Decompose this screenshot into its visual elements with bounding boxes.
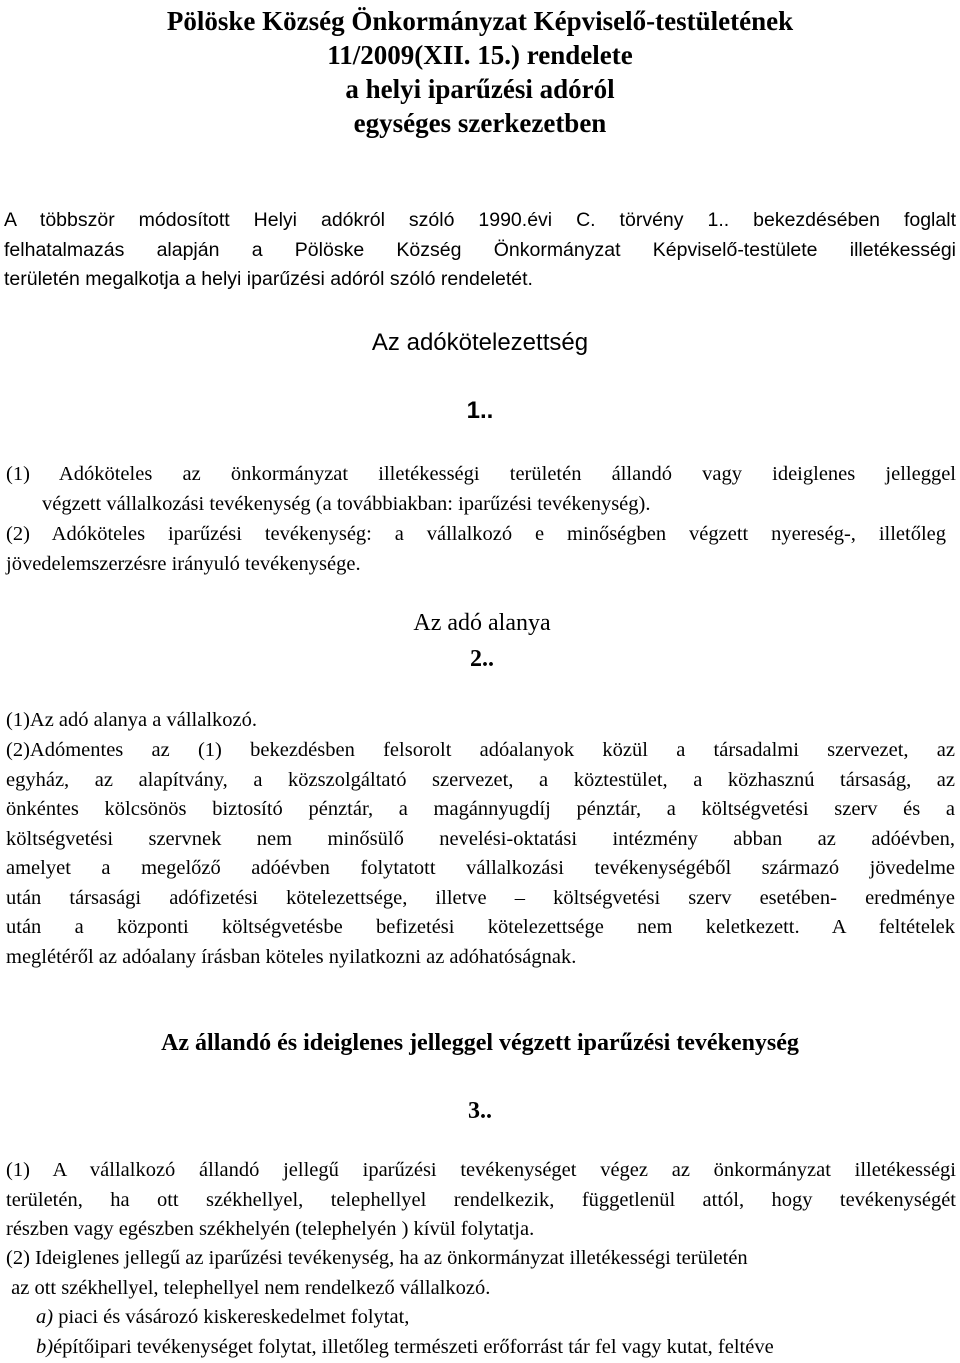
s2-p2-line-1: (2)Adómentes az (1) bekezdésben felsorolt adóalanyok közül a társadalmi szervezet, az <box>6 739 955 761</box>
s2-p2-line-4: költségvetési szervnek nem minősülő nevelési-oktatási intézmény abban az adóévben, <box>6 827 955 850</box>
section-2-number: 2.. <box>470 646 494 672</box>
intro-paragraph <box>4 206 956 295</box>
s2-p2-line-3: önkéntes kölcsönös biztosító pénztár, a magánnyugdíj pénztár, a költségvetési szerv és a <box>6 798 955 820</box>
s3-p1-line-1: (1) A vállalkozó állandó jellegű iparűzési tevékenységet végez az önkormányzat illetékességi <box>6 1159 956 1181</box>
s1-p2-line-2: jövedelemszerzésre irányuló tevékenysége. <box>6 552 361 575</box>
title-line-2: 11/2009(XII. 15.) rendelete <box>327 40 633 70</box>
section-3-list <box>36 1303 951 1362</box>
section-1-paragraph-1 <box>6 460 956 519</box>
s1-p1-line-1: (1) Adóköteles az önkormányzat illetékességi területén állandó vagy ideiglenes jelleggel <box>6 463 956 485</box>
s3-p2-line-1: (2) Ideiglenes jellegű az iparűzési tevékenység, ha az önkormányzat illetékességi területén <box>6 1247 748 1269</box>
section-3-paragraph-1 <box>6 1156 956 1245</box>
s3-p2-line-2: az ott székhellyel, telephellyel nem rendelkező vállalkozó. <box>6 1276 491 1299</box>
section-2-paragraph-2 <box>6 736 955 972</box>
section-3-heading: Az állandó és ideiglenes jelleggel végzett iparűzési tevékenység <box>161 1030 799 1056</box>
s1-p2-line-1: (2) Adóköteles iparűzési tevékenység: a vállalkozó e minőségben végzett nyereség-, illetőleg <box>6 523 946 545</box>
title-line-4: egységes szerkezetben <box>353 108 607 138</box>
s2-p2-line-2: egyház, az alapítvány, a közszolgáltató szervezet, a köztestület, a közhasznú társaság, az <box>6 768 955 791</box>
s2-p1-line: (1)Az adó alanya a vállalkozó. <box>6 709 258 731</box>
section-3-number: 3.. <box>468 1098 492 1124</box>
s2-p2-line-7: után a központi költségvetésbe befizetési kötelezettsége nem keletkezett. A feltételek <box>6 916 955 938</box>
s2-p2-line-5: amelyet a megelőző adóévben folytatott vállalkozási tevékenységéből származó jövedelme <box>6 857 955 879</box>
s3-list-item-b <box>36 1333 951 1363</box>
s3-list-label-a: a) <box>36 1306 54 1328</box>
s2-p2-line-6: után társasági adófizetési kötelezettsége, illetve – költségvetési szerv esetében- eredménye <box>6 886 955 909</box>
section-1-paragraph-2 <box>6 520 946 579</box>
intro-line-3: területén megalkotja a helyi iparűzési adóról szóló rendeletét. <box>4 268 533 290</box>
section-2-paragraph-1 <box>6 706 946 736</box>
s3-p1-line-3: részben vagy egészben székhelyén (telephelyén ) kívül folytatja. <box>6 1218 535 1240</box>
section-1-heading: Az adókötelezettség <box>371 329 589 356</box>
section-1-number: 1.. <box>466 397 494 424</box>
s2-p2-line-8: meglétéről az adóalany írásban köteles nyilatkozni az adóhatóságnak. <box>6 945 577 968</box>
s3-list-text-a: piaci és vásározó kiskereskedelmet folytat, <box>53 1306 410 1328</box>
section-2-heading: Az adó alanya <box>413 610 551 636</box>
s3-list-label-b: b) <box>36 1335 54 1358</box>
title-line-1: Pölöske Község Önkormányzat Képviselő-testületének <box>166 6 794 36</box>
intro-line-2: felhatalmazás alapján a Pölöske Község Önkormányzat Képviselő-testülete illetékességi <box>4 238 956 261</box>
s1-p1-line-2: végzett vállalkozási tevékenység (a továbbiakban: iparűzési tevékenység). <box>42 492 651 515</box>
section-3-paragraph-2 <box>6 1244 956 1303</box>
s3-list-item-a <box>36 1303 951 1333</box>
document-title <box>0 4 960 140</box>
s3-p1-line-2: területén, ha ott székhellyel, telephellyel rendelkezik, függetlenül attól, hogy tevékenységét <box>6 1188 956 1211</box>
s3-list-text-b: építőipari tevékenységet folytat, illetőleg természeti erőforrást tár fel vagy kutat, feltéve <box>53 1335 774 1358</box>
title-line-3: a helyi iparűzési adóról <box>345 74 615 104</box>
intro-line-1: A többször módosított Helyi adókról szóló 1990.évi C. törvény 1.. bekezdésében foglalt <box>4 209 956 231</box>
